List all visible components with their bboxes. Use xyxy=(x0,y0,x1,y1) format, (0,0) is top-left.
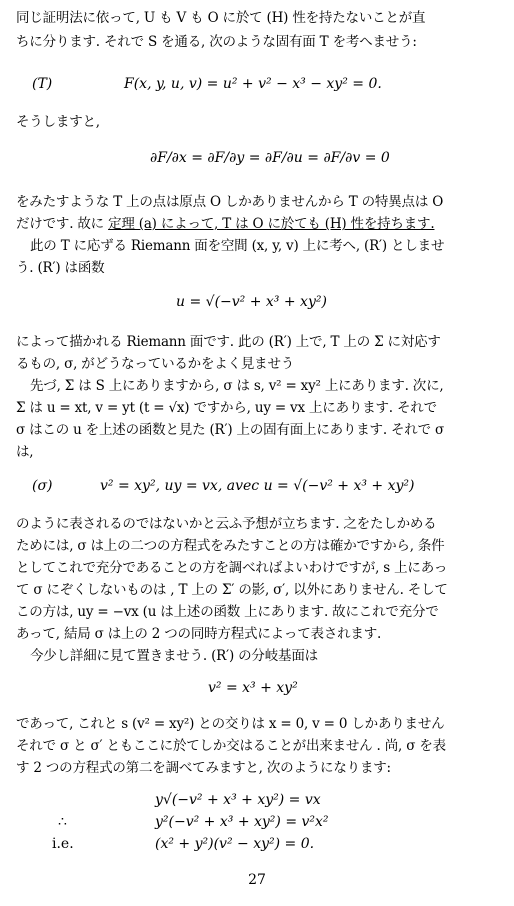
text-line: であって, これと s (v² = xy²) との交りは x = 0, v = 0 しかありません xyxy=(16,716,445,732)
ie-label: i.e. xyxy=(52,836,74,852)
text-line: σ はこの u を上述の函数と見た (R′) 上の固有面上にあります. それで σ xyxy=(16,422,445,438)
text-line xyxy=(16,214,500,234)
text-line: 先づ, Σ は S 上にありますから, σ は s, v² = xy² 上にあります. 次に, xyxy=(30,378,444,394)
equation-branch-base: v² = x³ + xy² xyxy=(208,680,298,696)
text-line: 此の T に応ずる Riemann 面を空間 (x, y, v) 上に考へ, (R′) としませ xyxy=(30,238,445,254)
equation-label: (T) xyxy=(32,76,53,92)
underlined-theorem-ref: 定理 (a) によって, T は O に於ても (H) 性を持ちます. xyxy=(108,216,435,232)
text-line: 今少し詳細に見て置きませう. (R′) の分岐基面は xyxy=(30,648,318,664)
text-span: だけです. 故に xyxy=(16,216,104,232)
text-line: ちに分ります. それで S を通る, 次のような固有面 T を考へませう: xyxy=(16,34,417,50)
text-line: のように表されるのではないかと云ふ予想が立ちます. 之をたしかめる xyxy=(16,516,437,532)
text-line: るもの, σ, がどうなっているかをよく見ませう xyxy=(16,356,295,372)
text-line: す 2 つの方程式の第二を調べてみますと, 次のようになります: xyxy=(16,760,391,776)
text-line: 同じ証明法に依って, U も V も O に於て (H) 性を持たないことが直 xyxy=(16,10,426,26)
text-line: それで σ と σ′ ともここに於てしか交はることが出来ません . 尚, σ を表 xyxy=(16,738,446,754)
therefore-symbol: ∴ xyxy=(58,814,67,830)
text-line: そうしますと, xyxy=(16,114,100,130)
text-line: この方は, uy = −vx (u は上述の函数 上にあります. 故にこれで充分で xyxy=(16,604,439,620)
equation-derivation-1: y√(−v² + x³ + xy²) = vx xyxy=(155,792,321,808)
equation-derivation-2: y²(−v² + x³ + xy²) = v²x² xyxy=(155,814,329,830)
text-line: て σ にぞくしないものは , T 上の Σ′ の影, σ′, 以外にありません. そして xyxy=(16,582,448,598)
equation-partials: ∂F/∂x = ∂F/∂y = ∂F/∂u = ∂F/∂v = 0 xyxy=(150,150,390,166)
text-line: をみたすような T 上の点は原点 O しかありませんから T の特異点は O xyxy=(16,194,444,210)
equation-label: (σ) xyxy=(32,478,53,494)
text-line: う. (R′) は函数 xyxy=(16,260,105,276)
text-line: としてこれで充分であることの方を調べればよいわけですが, s 上にあっ xyxy=(16,560,448,576)
equation-derivation-3: (x² + y²)(v² − xy²) = 0. xyxy=(155,836,315,852)
text-line: によって描かれる Riemann 面です. 此の (R′) 上で, T 上の Σ に対応す xyxy=(16,334,441,350)
page-number: 27 xyxy=(248,872,266,888)
text-line: あって, 結局 σ は上の 2 つの同時方程式によって表されます. xyxy=(16,626,382,642)
text-line: Σ は u = xt, v = yt (t = √x) ですから, uy = vx 上にあります. それで xyxy=(16,400,437,416)
text-line: ためには, σ は上の二つの方程式をみたすことの方は確かですから, 条件 xyxy=(16,538,445,554)
equation-T: F(x, y, u, v) = u² + v² − x³ − xy² = 0. xyxy=(124,76,382,92)
equation-u: u = √(−v² + x³ + xy²) xyxy=(176,294,327,310)
text-line: は, xyxy=(16,444,34,460)
equation-sigma: v² = xy², uy = vx, avec u = √(−v² + x³ + xy²) xyxy=(100,478,415,494)
